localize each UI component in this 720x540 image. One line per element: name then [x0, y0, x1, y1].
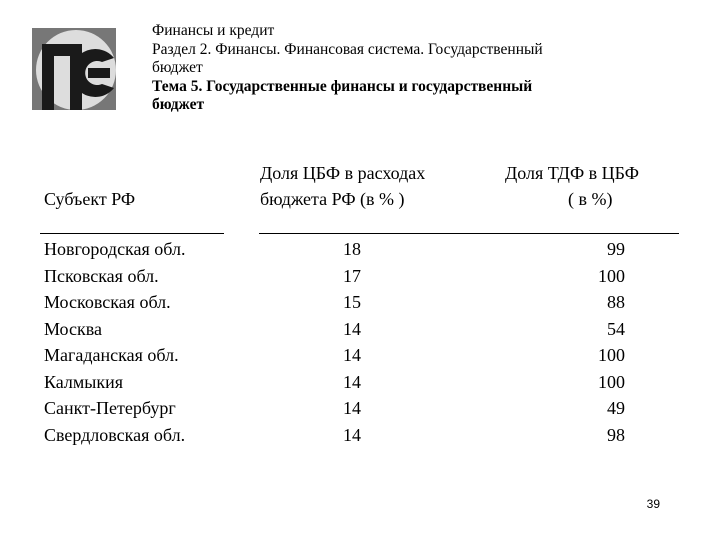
table-row: [0, 369, 720, 395]
column-header-region: Субъект РФ: [44, 189, 136, 209]
topic-title-cont: бюджет: [152, 96, 205, 113]
table-row: [0, 236, 720, 262]
tdf-share-value: 100: [598, 371, 625, 392]
region-name: Свердловская обл.: [44, 424, 186, 445]
cbf-share-value: 14: [343, 345, 361, 365]
cbf-share-value: 17: [343, 265, 361, 286]
table-row: [0, 263, 720, 289]
tdf-share-value: 88: [607, 292, 625, 312]
tdf-share-value: 49: [607, 398, 625, 418]
tdf-share-value: 99: [607, 239, 625, 259]
table-row: [0, 342, 720, 368]
cbf-share-value: 15: [343, 292, 361, 312]
table-row: [0, 316, 720, 342]
region-name: Санкт-Петербург: [44, 398, 176, 418]
course-title: Финансы и кредит: [152, 22, 275, 39]
region-name: Псковская обл.: [44, 265, 159, 286]
table-row: [0, 422, 720, 448]
region-name: Московская обл.: [44, 292, 171, 312]
region-name: Москва: [44, 318, 102, 339]
tdf-share-value: 54: [607, 318, 625, 339]
table-row: [0, 289, 720, 315]
header-rule-right: [259, 233, 679, 234]
page-number: 39: [646, 497, 660, 511]
tdf-share-value: 100: [598, 265, 625, 286]
cbf-share-value: 14: [343, 318, 361, 339]
column-header-cbf-line2: бюджета РФ (в % ): [260, 189, 405, 209]
tdf-share-value: 100: [598, 345, 625, 365]
section-title-cont: бюджет: [152, 59, 203, 76]
cbf-share-value: 14: [343, 424, 361, 445]
region-name: Магаданская обл.: [44, 345, 179, 365]
column-header-tdf-line1: Доля ТДФ в ЦБФ: [505, 163, 639, 183]
column-header-tdf-line2: ( в %): [568, 189, 613, 209]
cbf-share-value: 14: [343, 371, 361, 392]
tdf-share-value: 98: [607, 424, 625, 445]
cbf-share-value: 18: [343, 239, 361, 259]
region-name: Новгородская обл.: [44, 239, 186, 259]
topic-title: Тема 5. Государственные финансы и государственный: [152, 77, 533, 95]
header-rule-left: [40, 233, 224, 234]
table-row: [0, 395, 720, 421]
cbf-share-value: 14: [343, 398, 361, 418]
region-name: Калмыкия: [44, 371, 124, 392]
section-title: Раздел 2. Финансы. Финансовая система. Государственный: [152, 40, 543, 58]
column-header-cbf-line1: Доля ЦБФ в расходах: [260, 163, 426, 183]
